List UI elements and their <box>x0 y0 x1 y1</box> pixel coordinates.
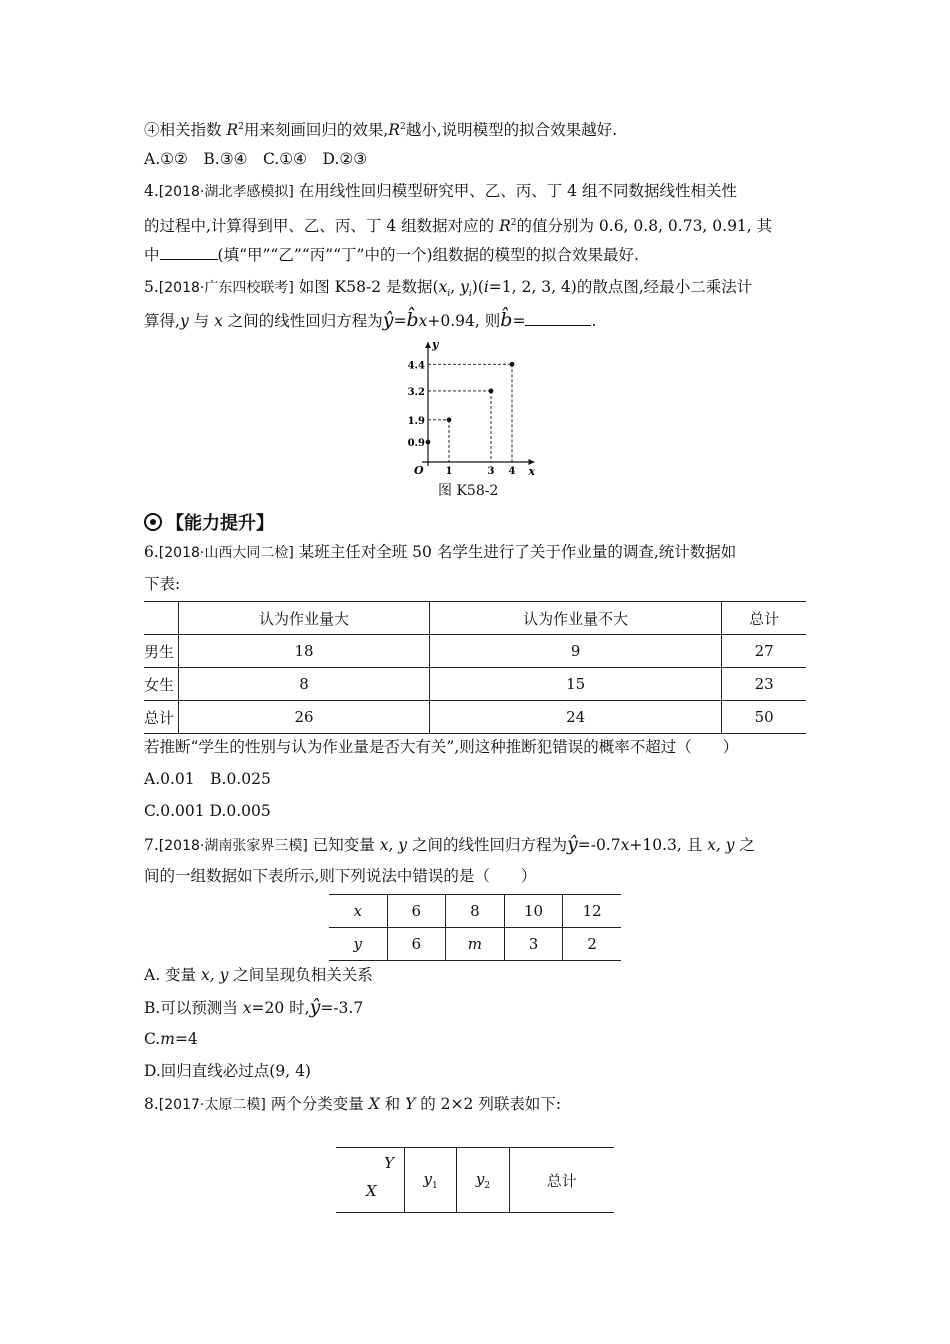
q4-answer-blank <box>160 245 218 260</box>
y-tick-label: 1.9 <box>407 415 425 427</box>
table-cell: 23 <box>722 668 806 701</box>
table-header-cell: 总计 <box>509 1148 614 1213</box>
table-header-cell: 总计 <box>722 602 806 635</box>
table-cell: 24 <box>429 701 721 734</box>
q5-answer-blank <box>525 311 591 326</box>
table-header-cell: 认为作业量大 <box>179 602 430 635</box>
table-cell: 男生 <box>144 635 179 668</box>
figure-caption: 图 K58-2 <box>438 483 499 499</box>
data-point <box>489 389 494 394</box>
q8-line1: 8.[2017·太原二模] 两个分类变量 X 和 Y 的 2×2 列联表如下: <box>144 1095 562 1113</box>
table-header-row <box>144 602 806 635</box>
q6-question: 若推断“学生的性别与认为作业量是否大有关”,则这种推断犯错误的概率不超过（ ） <box>144 738 739 756</box>
y-tick-label: 0.9 <box>407 438 425 450</box>
table-cell: 10 <box>504 895 563 928</box>
q7-option-b: B.可以预测当 x=20 时,ŷ=-3.7 <box>144 996 364 1018</box>
y-tick-label: 4.4 <box>407 360 425 372</box>
table-cell: 9 <box>429 635 721 668</box>
q7-source-tag: [2018·湖南张家界三模] <box>158 838 308 854</box>
table-cell: y <box>329 928 387 961</box>
section-header: 【能力提升】 <box>144 509 274 535</box>
q6-source-tag: [2018·山西大同二检] <box>158 545 294 561</box>
q6-options-cd: C.0.001 D.0.005 <box>144 802 271 820</box>
table-cell: x <box>329 895 387 928</box>
q6-line1: 6.[2018·山西大同二检] 某班主任对全班 50 名学生进行了关于作业量的调查,统计数据如 <box>144 543 737 561</box>
x-tick-label: 1 <box>445 466 453 476</box>
q4-source-tag: [2018·湖北孝感模拟] <box>158 184 294 200</box>
table-cell: 27 <box>722 635 806 668</box>
q6-options-ab: A.0.01 B.0.025 <box>144 770 271 788</box>
q7-option-c: C.m=4 <box>144 1030 198 1048</box>
table-header-cell <box>144 602 179 635</box>
table-corner-cell <box>336 1148 405 1213</box>
scatter-plot <box>398 336 578 476</box>
q7-option-a: A. 变量 x, y 之间呈现负相关关系 <box>144 966 373 984</box>
q6-line2: 下表: <box>144 575 181 593</box>
q6-table <box>144 601 806 734</box>
q3-options: A.①② B.③④ C.①④ D.②③ <box>144 150 368 168</box>
y-axis-label: y <box>432 338 439 351</box>
q7-line2: 间的一组数据如下表所示,则下列说法中错误的是（ ） <box>144 867 537 885</box>
table-row <box>329 928 621 961</box>
table-cell: 18 <box>179 635 430 668</box>
table-cell: 8 <box>179 668 430 701</box>
table-row <box>329 895 621 928</box>
q7-line1: 7.[2018·湖南张家界三模] 已知变量 x, y 之间的线性回归方程为ŷ=-0.7x+10.3, 且 x, y 之 <box>144 833 755 855</box>
x-axis-label: x <box>528 465 536 476</box>
table-header-row <box>336 1148 614 1213</box>
table-header-cell: $y_1$ <box>405 1148 457 1213</box>
table-header-cell: 认为作业量不大 <box>429 602 721 635</box>
table-row <box>144 668 806 701</box>
table-cell: 6 <box>387 895 446 928</box>
table-cell: 26 <box>179 701 430 734</box>
y-axis-arrow-icon <box>425 342 431 348</box>
table-cell: 女生 <box>144 668 179 701</box>
table-cell: 8 <box>446 895 505 928</box>
table-row <box>144 635 806 668</box>
q8-source-tag: [2017·太原二模] <box>158 1097 266 1113</box>
table-cell: 3 <box>504 928 563 961</box>
data-point <box>426 440 431 445</box>
table-cell: 总计 <box>144 701 179 734</box>
q7-table <box>329 894 621 961</box>
table-cell: 50 <box>722 701 806 734</box>
y-tick-label: 3.2 <box>407 386 425 398</box>
q4-line3: 中 (填“甲”“乙”“丙”“丁”中的一个)组数据的模型的拟合效果最好. <box>144 246 639 264</box>
q5-line2: 算得,y 与 x 之间的线性回归方程为ŷ=b̂x+0.94, 则b̂= . <box>144 309 597 331</box>
table-cell: m <box>446 928 505 961</box>
q4-line1: 4.[2018·湖北孝感模拟] 在用线性回归模型研究甲、乙、丙、丁 4 组不同数据线性相关性 <box>144 182 737 200</box>
table-cell: 15 <box>429 668 721 701</box>
q5-source-tag: [2018·广东四校联考] <box>158 280 294 296</box>
corner-y-label: Y <box>384 1154 394 1172</box>
data-point <box>447 417 452 422</box>
table-header-cell: $y_2$ <box>457 1148 509 1213</box>
table-row <box>144 701 806 734</box>
corner-x-label: X <box>366 1182 377 1200</box>
table-cell: 6 <box>387 928 446 961</box>
section-badge-icon <box>144 513 162 531</box>
q5-line1: 5.[2018·广东四校联考] 如图 K58-2 是数据($x_i$, $y_i)(i=1$, 2, 3, 4)的散点图,经最小二乘法计 <box>144 278 753 300</box>
q7-option-d: D.回归直线必过点(9, 4) <box>144 1062 311 1080</box>
x-tick-label: 3 <box>487 466 495 476</box>
origin-label: O <box>414 464 424 476</box>
q3-item4: ④相关指数 $R^2$用来刻画回归的效果$,R^2$越小,说明模型的拟合效果越好. <box>144 121 618 140</box>
data-point <box>510 362 515 367</box>
x-tick-label: 4 <box>508 466 516 476</box>
q8-table <box>336 1147 614 1213</box>
q4-line2: 的过程中,计算得到甲、乙、丙、丁 4 组数据对应的 $R^2$的值分别为 0.6, 0.8, 0.73, 0.91, 其 <box>144 217 773 236</box>
table-cell: 12 <box>563 895 621 928</box>
table-cell: 2 <box>563 928 621 961</box>
